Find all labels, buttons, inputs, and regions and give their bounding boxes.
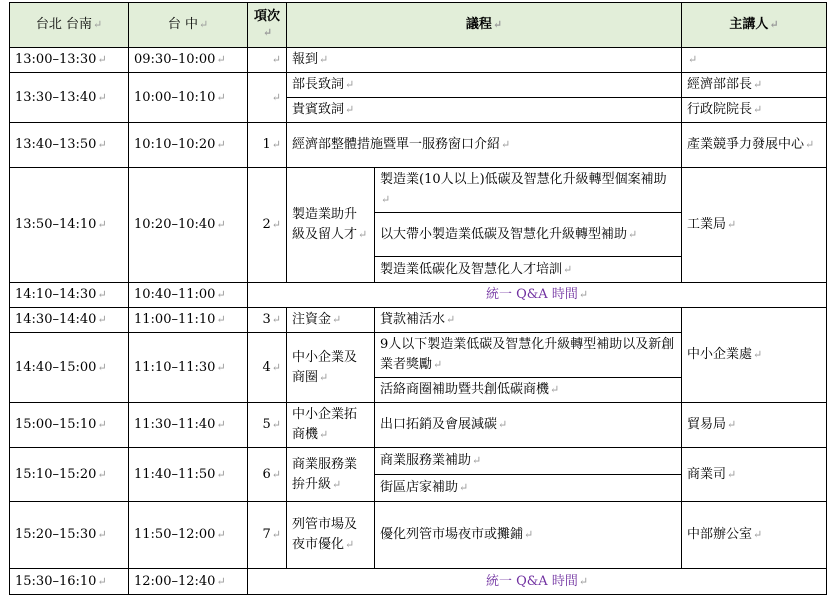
time-taipei-tainan: 13:40–13:50↵ [10,123,129,168]
table-row [10,403,827,448]
table-row [10,569,827,595]
speaker: 貿易局↵ [682,403,827,448]
agenda-subtopic: 活絡商圈補助暨共創低碳商機↵ [375,378,682,403]
topic-group: 注資金↵ [287,308,375,333]
time-taipei-tainan: 14:40–15:00↵ [10,333,129,403]
header-taichung [129,3,248,48]
item-number: 3↵ [248,308,287,333]
agenda-subtopic: 優化列管市場夜市或攤鋪↵ [375,502,682,569]
item-number: 6↵ [248,448,287,502]
time-taichung: 10:20–10:40↵ [129,168,248,283]
agenda-subtopic: 9人以下製造業低碳及智慧化升級轉型補助以及新創業者獎勵↵ [375,333,682,378]
time-taichung: 11:50–12:00↵ [129,502,248,569]
speaker: 產業競爭力發展中心↵ [682,123,827,168]
item-number: 5↵ [248,403,287,448]
table-row [10,308,827,333]
time-taichung: 11:30–11:40↵ [129,403,248,448]
header-label: 議程 [465,17,492,32]
table-row [10,73,827,98]
item-number: ↵ [248,73,287,123]
paragraph-mark: ↵ [262,26,273,39]
header-label: 台北 台南 [35,17,92,32]
time-taipei-tainan: 14:10–14:30↵ [10,283,129,308]
speaker: 經濟部部長↵ [682,73,827,98]
agenda-subtopic: 街區店家補助↵ [375,475,682,502]
paragraph-mark: ↵ [492,18,503,31]
time-taipei-tainan: 14:30–14:40↵ [10,308,129,333]
topic-group: 列管市場及夜市優化↵ [287,502,375,569]
topic-group: 中小企業拓商機↵ [287,403,375,448]
header-label: 項次 [253,9,280,24]
time-taipei-tainan: 15:30–16:10↵ [10,569,129,595]
table-row [10,283,827,308]
time-taichung: 10:00–10:10↵ [129,73,248,123]
agenda-topic: 報到↵ [287,48,682,73]
table-row [10,448,827,475]
paragraph-mark: ↵ [769,18,779,31]
header-topic [287,3,682,48]
header-label: 台 中 [167,17,198,32]
time-taipei-tainan: 15:10–15:20↵ [10,448,129,502]
time-taichung: 10:40–11:00↵ [129,283,248,308]
agenda-subtopic: 商業服務業補助↵ [375,448,682,475]
time-taipei-tainan: 15:00–15:10↵ [10,403,129,448]
qa-session: 統一 Q&A 時間↵ [248,569,827,595]
paragraph-mark: ↵ [198,18,209,31]
item-number: 4↵ [248,333,287,403]
agenda-subtopic: 以大帶小製造業低碳及智慧化升級轉型補助↵ [375,213,682,257]
time-taichung: 11:10–11:30↵ [129,333,248,403]
item-number: ↵ [248,48,287,73]
table-row [10,502,827,569]
paragraph-mark: ↵ [92,18,103,31]
topic-group: 商業服務業拚升級↵ [287,448,375,502]
header-speaker [682,3,827,48]
time-taichung: 09:30–10:00↵ [129,48,248,73]
time-taichung: 10:10–10:20↵ [129,123,248,168]
agenda-topic: 部長致詞↵ [287,73,682,98]
header-taipei-tainan [10,3,129,48]
speaker: 中部辦公室↵ [682,502,827,569]
time-taichung: 11:00–11:10↵ [129,308,248,333]
table-row [10,168,827,213]
agenda-subtopic: 製造業低碳化及智慧化人才培訓↵ [375,257,682,283]
agenda-table [9,2,827,595]
agenda-subtopic: 出口拓銷及會展減碳↵ [375,403,682,448]
header-item-no [248,3,287,48]
speaker: 行政院院長↵ [682,98,827,123]
table-row [10,48,827,73]
item-number: 2↵ [248,168,287,283]
time-taichung: 12:00–12:40↵ [129,569,248,595]
agenda-subtopic: 製造業(10人以上)低碳及智慧化升級轉型個案補助↵ [375,168,682,213]
item-number: 7↵ [248,502,287,569]
speaker: 中小企業處↵ [682,308,827,403]
agenda-topic: 貴賓致詞↵ [287,98,682,123]
agenda-subtopic: 貸款補活水↵ [375,308,682,333]
qa-session: 統一 Q&A 時間↵ [248,283,827,308]
time-taichung: 11:40–11:50↵ [129,448,248,502]
speaker: 工業局↵ [682,168,827,283]
table-header-row [10,3,827,48]
time-taipei-tainan: 13:30–13:40↵ [10,73,129,123]
speaker: ↵ [682,48,827,73]
header-label: 主講人 [729,17,769,32]
table-row [10,123,827,168]
topic-group: 製造業助升級及留人才↵ [287,168,375,283]
item-number: 1↵ [248,123,287,168]
agenda-topic: 經濟部整體措施暨單一服務窗口介紹↵ [287,123,682,168]
topic-group: 中小企業及商圈↵ [287,333,375,403]
speaker: 商業司↵ [682,448,827,502]
time-taipei-tainan: 15:20–15:30↵ [10,502,129,569]
time-taipei-tainan: 13:00–13:30↵ [10,48,129,73]
time-taipei-tainan: 13:50–14:10↵ [10,168,129,283]
